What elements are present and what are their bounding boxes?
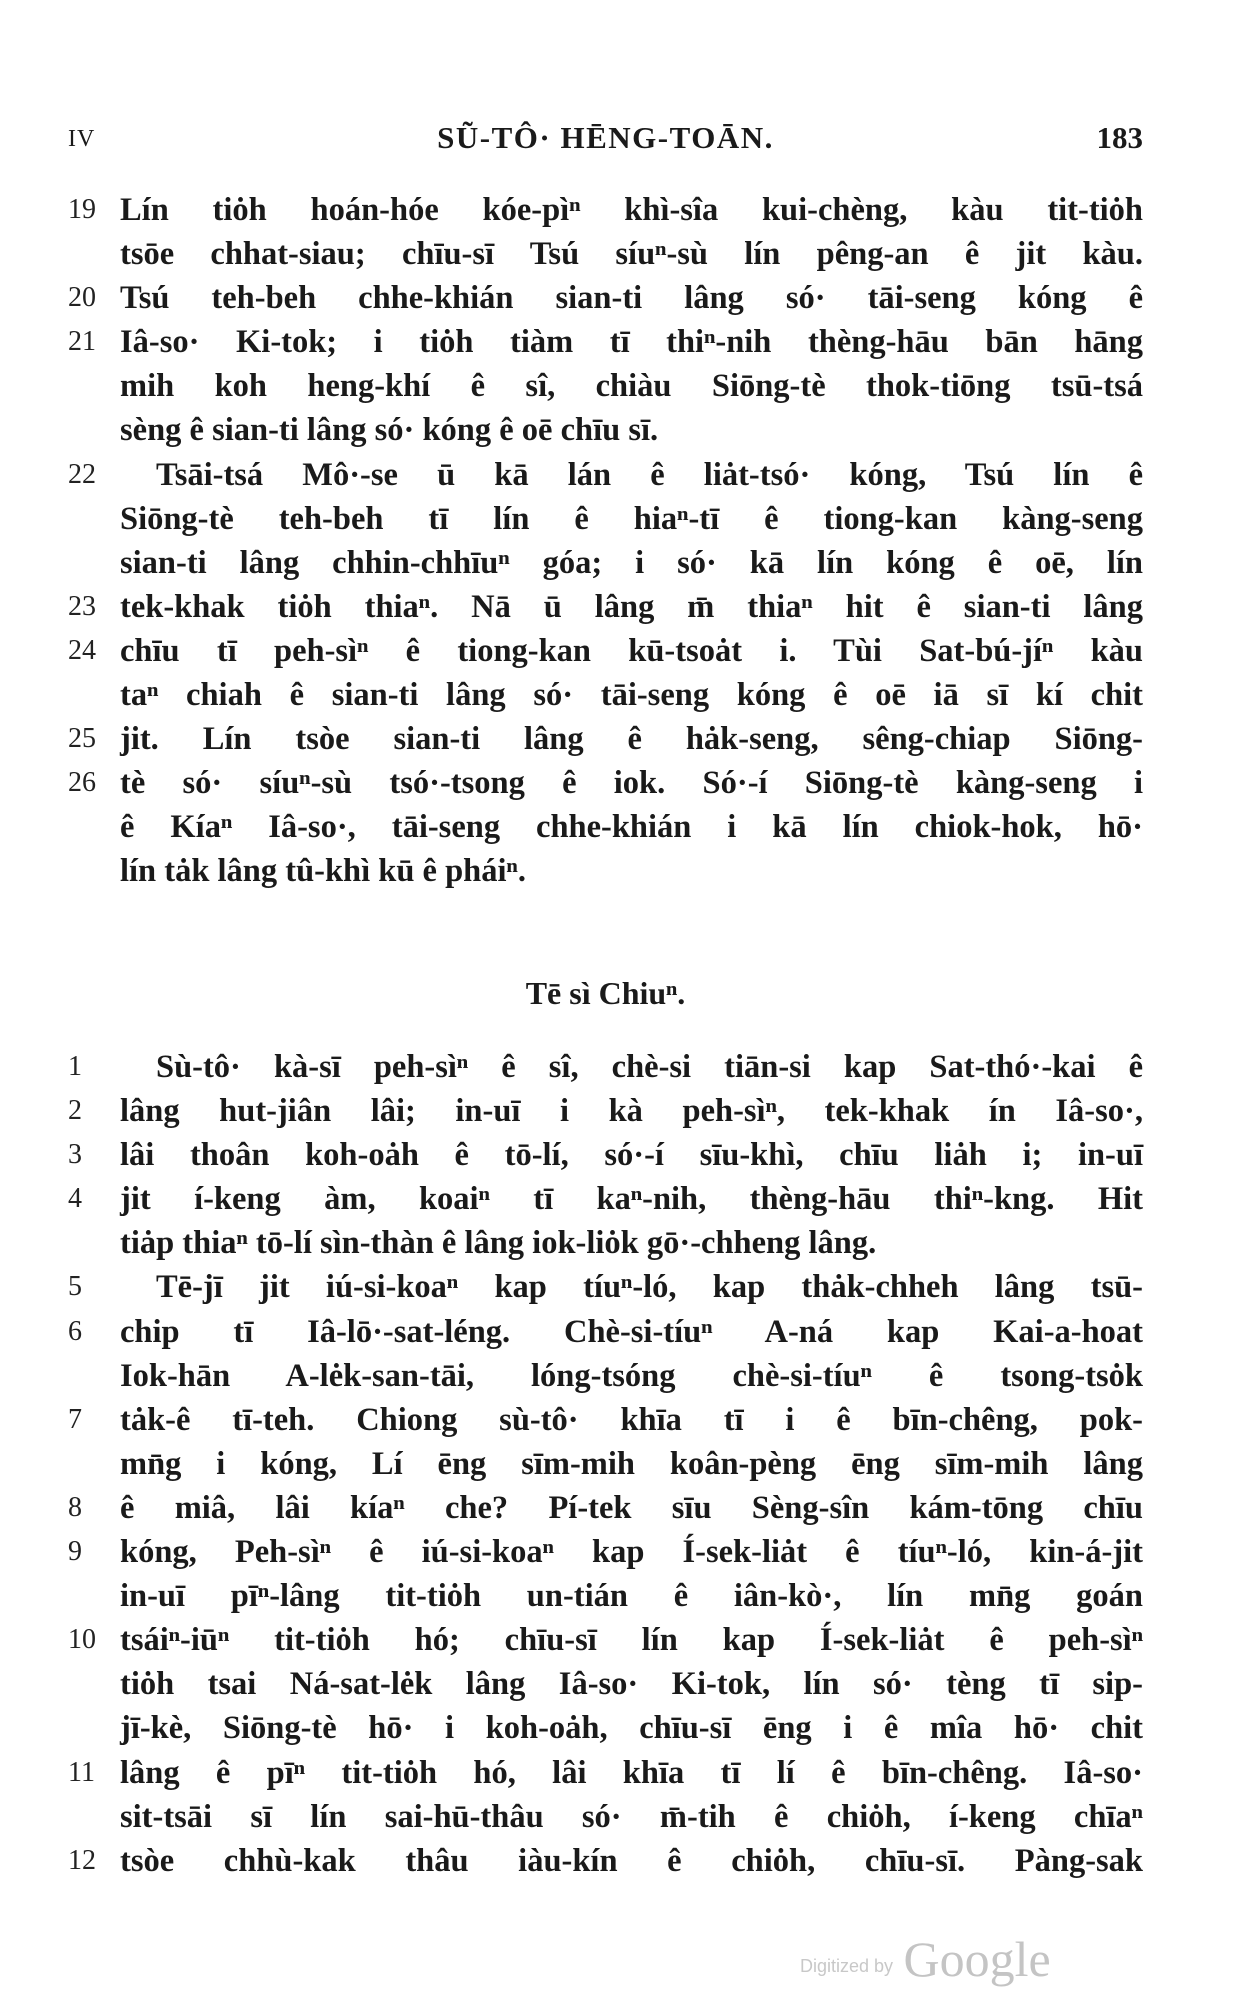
- line-text: tiȯh tsai Ná-sat-lėk lâng Iâ-so· Ki-tok, lín só· tèng tī sip-: [120, 1666, 1143, 1703]
- text-block-chapter-end: [68, 188, 1143, 894]
- text-line: [68, 364, 1143, 408]
- text-line: [68, 1662, 1143, 1706]
- page-number: 183: [1096, 120, 1143, 155]
- text-line: [68, 1795, 1143, 1839]
- line-text: ê miâ, lâi kíaⁿ che? Pí-tek sīu Sèng-sîn kám-tōng chīu: [120, 1489, 1143, 1526]
- text-line: [68, 408, 1143, 452]
- text-line: [68, 276, 1143, 320]
- line-text: tȧk-ê tī-teh. Chiong sù-tô· khīa tī i ê bīn-chêng, pok-: [120, 1401, 1143, 1438]
- text-line: [68, 1089, 1143, 1133]
- verse-number: 11: [68, 1756, 95, 1788]
- line-text: tiȧp thiaⁿ tō-lí sìn-thàn ê lâng iok-liȯk gō·-chheng lâng.: [120, 1225, 877, 1262]
- text-line: [68, 1354, 1143, 1398]
- line-text: Tsāi-tsá Mô·-se ū kā lán ê liȧt-tsó· kóng, Tsú lín ê: [156, 456, 1143, 493]
- line-text: mih koh heng-khí ê sî, chiàu Siōng-tè thok-tiōng tsū-tsá: [120, 368, 1143, 405]
- line-text: jī-kè, Siōng-tè hō· i koh-oȧh, chīu-sī ēng i ê mîa hō· chit: [120, 1710, 1143, 1747]
- line-text: tek-khak tiȯh thiaⁿ. Nā ū lâng m̄ thiaⁿ hit ê sian-ti lâng: [120, 588, 1143, 625]
- verse-number: 1: [68, 1051, 82, 1082]
- verse-number: 12: [68, 1844, 96, 1876]
- line-text: chip tī Iâ-lō·-sat-léng. Chè-si-tíuⁿ A-ná kap Kai-a-hoat: [120, 1313, 1143, 1350]
- verse-number: 22: [68, 458, 96, 490]
- text-line: [68, 1751, 1143, 1795]
- chapter-heading: Tē sì Chiuⁿ.: [525, 975, 686, 1011]
- line-text: tsáiⁿ-iūⁿ tit-tiȯh hó; chīu-sī lín kap Í-sek-liȧt ê peh-sìⁿ: [120, 1622, 1143, 1659]
- verse-number: 26: [68, 767, 96, 799]
- text-line: [68, 497, 1143, 541]
- verse-number: 7: [68, 1403, 82, 1435]
- verse-number: 10: [68, 1624, 96, 1656]
- line-text: jit í-keng àm, koaiⁿ tī kaⁿ-nih, thèng-hāu thiⁿ-kng. Hit: [120, 1181, 1143, 1218]
- line-text: Tsú teh-beh chhe-khián sian-ti lâng só· tāi-seng kóng ê: [120, 280, 1143, 317]
- text-line: [68, 1265, 1143, 1309]
- text-line: [68, 453, 1143, 497]
- line-text: Iok-hān A-lėk-san-tāi, lóng-tsóng chè-si-tíuⁿ ê tsong-tsȯk: [120, 1357, 1143, 1394]
- verse-number: 20: [68, 282, 96, 314]
- text-line: [68, 761, 1143, 805]
- verse-number: 24: [68, 634, 96, 666]
- text-line: [68, 1221, 1143, 1265]
- signature-mark: IV: [68, 126, 96, 152]
- line-text: jit. Lín tsòe sian-ti lâng ê hȧk-seng, sêng-chiap Siōng-: [120, 721, 1143, 758]
- line-text: lín tȧk lâng tû-khì kū ê pháiⁿ.: [120, 853, 526, 890]
- text-line: [68, 1133, 1143, 1177]
- line-text: Iâ-so· Ki-tok; i tiȯh tiàm tī thiⁿ-nih thèng-hāu bān hāng: [120, 324, 1143, 361]
- line-text: tsōe chhat-siau; chīu-sī Tsú síuⁿ-sù lín pêng-an ê jit kàu.: [120, 236, 1143, 273]
- text-line: [68, 188, 1143, 232]
- verse-number: 6: [68, 1315, 82, 1347]
- line-text: Sù-tô· kà-sī peh-sìⁿ ê sî, chè-si tiān-si kap Sat-thó·-kai ê: [156, 1049, 1143, 1085]
- running-header: [68, 120, 1143, 170]
- line-text: lâi thoân koh-oȧh ê tō-lí, só·-í sīu-khì, chīu liȧh i; in-uī: [120, 1137, 1143, 1174]
- verse-number: 8: [68, 1491, 82, 1523]
- line-text: tsòe chhù-kak thâu iàu-kín ê chiȯh, chīu-sī. Pàng-sak: [120, 1842, 1143, 1879]
- text-line: [68, 849, 1143, 893]
- text-line: [68, 1442, 1143, 1486]
- text-line: [68, 1618, 1143, 1662]
- watermark-prefix: Digitized by: [800, 1956, 894, 1976]
- text-line: [68, 629, 1143, 673]
- verse-number: 25: [68, 723, 96, 755]
- line-text: mn̄g i kóng, Lí ēng sīm-mih koân-pèng ēng sīm-mih lâng: [120, 1445, 1143, 1482]
- verse-number: 5: [68, 1271, 82, 1303]
- text-line: [68, 1574, 1143, 1618]
- text-line: [68, 1177, 1143, 1221]
- text-line: [68, 717, 1143, 761]
- text-line: [68, 1310, 1143, 1354]
- line-text: sit-tsāi sī lín sai-hū-thâu só· m̄-tih ê chiȯh, í-keng chīaⁿ: [120, 1798, 1143, 1835]
- text-line: [68, 1398, 1143, 1442]
- verse-number: 2: [68, 1095, 82, 1127]
- google-logo: Google: [903, 1931, 1051, 1987]
- line-text: tè só· síuⁿ-sù tsó·-tsong ê iok. Só·-í Siōng-tè kàng-seng i: [120, 765, 1143, 802]
- line-text: lâng ê pīⁿ tit-tiȯh hó, lâi khīa tī lí ê bīn-chêng. Iâ-so·: [120, 1754, 1143, 1791]
- text-line: [68, 585, 1143, 629]
- text-line: [68, 1530, 1143, 1574]
- verse-number: 23: [68, 590, 96, 622]
- line-text: lâng hut-jiân lâi; in-uī i kà peh-sìⁿ, tek-khak ín Iâ-so·,: [120, 1093, 1143, 1130]
- digitization-watermark: [800, 1930, 1051, 1988]
- verse-number: 21: [68, 326, 96, 358]
- line-text: sèng ê sian-ti lâng só· kóng ê oē chīu sī.: [120, 412, 659, 449]
- verse-number: 19: [68, 194, 96, 225]
- line-text: ê Kíaⁿ Iâ-so·, tāi-seng chhe-khián i kā lín chiok-hok, hō·: [120, 809, 1143, 846]
- text-line: [68, 673, 1143, 717]
- line-text: Siōng-tè teh-beh tī lín ê hiaⁿ-tī ê tiong-kan kàng-seng: [120, 500, 1143, 537]
- text-line: [68, 541, 1143, 585]
- verse-number: 9: [68, 1536, 82, 1568]
- text-line: [68, 1486, 1143, 1530]
- text-line: [68, 1045, 1143, 1089]
- line-text: kóng, Peh-sìⁿ ê iú-si-koaⁿ kap Í-sek-liȧt ê tíuⁿ-ló, kin-á-jit: [120, 1534, 1143, 1571]
- line-text: chīu tī peh-sìⁿ ê tiong-kan kū-tsoȧt i. Tùi Sat-bú-jíⁿ kàu: [120, 632, 1143, 669]
- text-line: [68, 232, 1143, 276]
- verse-number: 3: [68, 1139, 82, 1171]
- running-title: SŨ-TÔ· HĒNG-TOĀN.: [437, 120, 774, 155]
- verse-number: 4: [68, 1183, 82, 1215]
- line-text: Tē-jī jit iú-si-koaⁿ kap tíuⁿ-ló, kap thȧk-chheh lâng tsū-: [156, 1269, 1143, 1306]
- line-text: in-uī pīⁿ-lâng tit-tiȯh un-tián ê iân-kò·, lín mn̄g goán: [120, 1578, 1143, 1615]
- text-line: [68, 805, 1143, 849]
- line-text: Lín tiȯh hoán-hóe kóe-pìⁿ khì-sîa kui-chèng, kàu tit-tiȯh: [120, 192, 1143, 228]
- text-line: [68, 320, 1143, 364]
- text-line: [68, 1839, 1143, 1883]
- text-block-chapter-four: [68, 1045, 1143, 1883]
- line-text: sian-ti lâng chhin-chhīuⁿ góa; i só· kā lín kóng ê oē, lín: [120, 544, 1143, 581]
- text-line: [68, 1706, 1143, 1750]
- line-text: taⁿ chiah ê sian-ti lâng só· tāi-seng kóng ê oē iā sī kí chit: [120, 677, 1143, 714]
